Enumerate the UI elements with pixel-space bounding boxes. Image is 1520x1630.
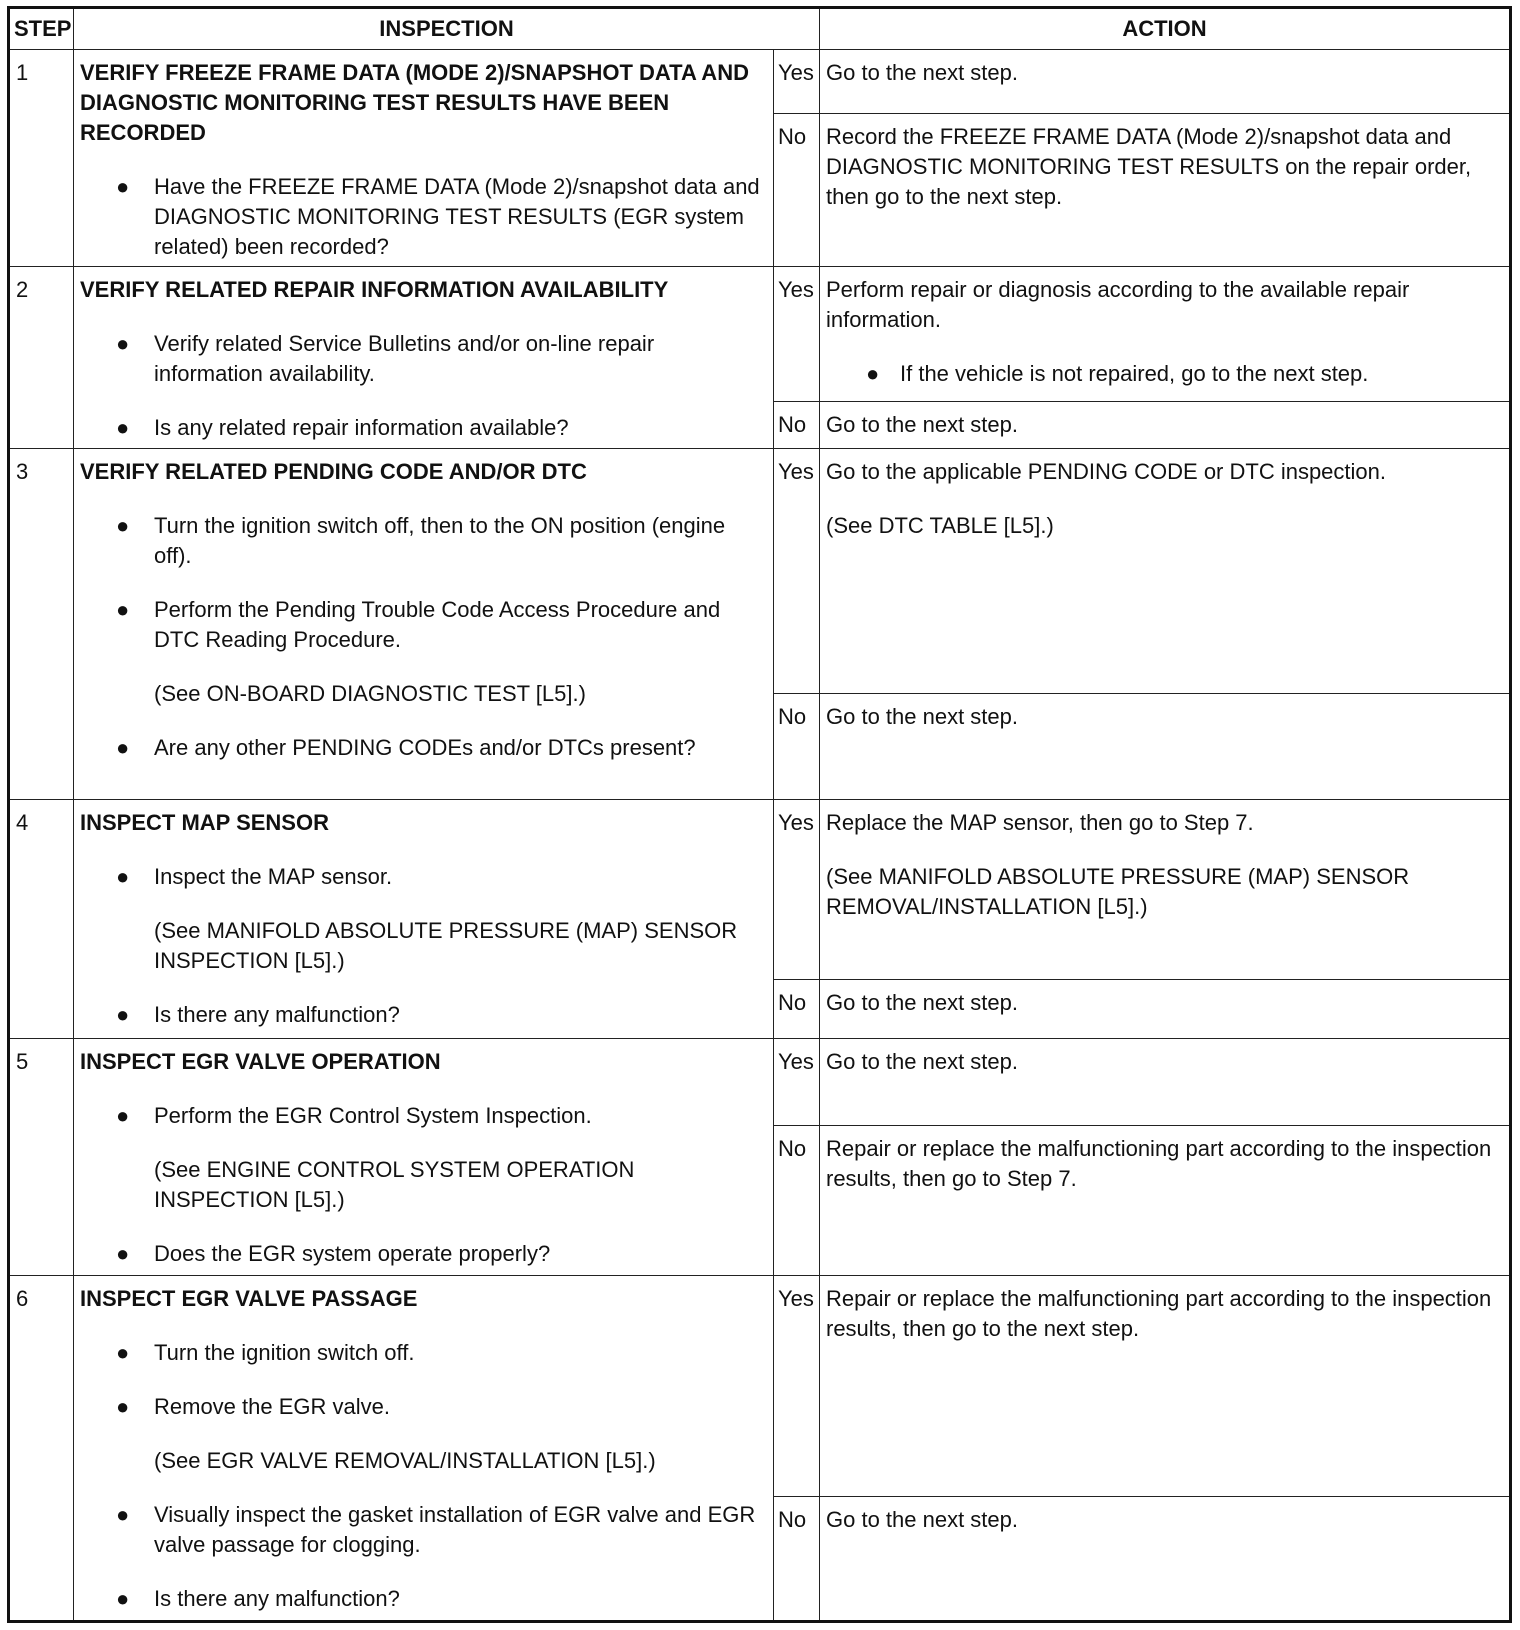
diagnostic-table (7, 6, 1512, 1623)
no-label: No (774, 1496, 820, 1621)
step-2-yes-row (9, 267, 1511, 402)
yes-action-cell (820, 448, 1511, 693)
bullet-icon: ● (116, 734, 130, 760)
inspection-bullet: ● Turn the ignition switch off. (116, 1338, 767, 1368)
step-title: INSPECT MAP SENSOR (80, 810, 329, 836)
reference-note: (See ENGINE CONTROL SYSTEM OPERATION INSPECTION [L5].) (154, 1156, 635, 1212)
no-action: Repair or replace the malfunctioning part according to the inspection results, then go to Step 7. (820, 1126, 1511, 1276)
step-number: 4 (9, 800, 74, 1038)
step-1-inspection (74, 50, 774, 267)
no-label: No (774, 402, 820, 448)
reference-note: (See DTC TABLE [L5].) (826, 512, 1054, 538)
yes-action-cell (820, 267, 1511, 402)
bullet-icon: ● (866, 361, 880, 387)
step-title: INSPECT EGR VALVE PASSAGE (80, 1286, 418, 1312)
inspection-bullet: ● Perform the Pending Trouble Code Access Procedure and DTC Reading Procedure. (116, 595, 767, 655)
step-title: VERIFY RELATED REPAIR INFORMATION AVAILABILITY (80, 277, 669, 303)
yes-label: Yes (774, 267, 820, 402)
yes-action-cell (820, 800, 1511, 979)
bullet-icon: ● (116, 174, 130, 200)
inspection-bullet: ● Is there any malfunction? (116, 1584, 767, 1614)
bullet-icon: ● (116, 1102, 130, 1128)
bullet-icon: ● (116, 415, 130, 441)
bullet-icon: ● (116, 1002, 130, 1028)
reference-note: (See ON-BOARD DIAGNOSTIC TEST [L5].) (154, 680, 586, 706)
step-5-inspection (74, 1038, 774, 1275)
step-title: VERIFY RELATED PENDING CODE AND/OR DTC (80, 458, 587, 484)
step-6-inspection (74, 1276, 774, 1622)
step-3-inspection (74, 448, 774, 800)
step-6-yes-row (9, 1276, 1511, 1496)
no-label: No (774, 1126, 820, 1276)
inspection-bullet: ● Is any related repair information available? (116, 413, 767, 443)
inspection-bullet: ● Visually inspect the gasket installation of EGR valve and EGR valve passage for clogging. (116, 1500, 767, 1560)
inspection-bullet: ● Is there any malfunction? (116, 1000, 767, 1030)
inspection-bullet: ● Verify related Service Bulletins and/or on-line repair information availability. (116, 329, 767, 389)
step-number: 3 (9, 448, 74, 800)
bullet-icon: ● (116, 1586, 130, 1612)
inspection-bullet: ● Perform the EGR Control System Inspection. (116, 1101, 767, 1131)
inspection-bullet: ● Are any other PENDING CODEs and/or DTCs present? (116, 733, 767, 763)
no-action: Go to the next step. (820, 979, 1511, 1038)
step-5-yes-row (9, 1038, 1511, 1125)
yes-label: Yes (774, 1276, 820, 1496)
yes-action: Go to the next step. (820, 50, 1511, 114)
reference-note: (See EGR VALVE REMOVAL/INSTALLATION [L5].) (154, 1448, 656, 1474)
inspection-bullet: ● Inspect the MAP sensor. (116, 862, 767, 892)
header-action: ACTION (820, 8, 1511, 50)
step-title: INSPECT EGR VALVE OPERATION (80, 1048, 441, 1074)
inspection-bullet: ● Remove the EGR valve. (116, 1392, 767, 1422)
yes-action: Repair or replace the malfunctioning part according to the inspection results, then go to the next step. (820, 1276, 1511, 1496)
yes-action: Replace the MAP sensor, then go to Step 7. (826, 810, 1254, 836)
inspection-bullet: ● Turn the ignition switch off, then to the ON position (engine off). (116, 511, 767, 571)
yes-label: Yes (774, 50, 820, 114)
action-bullet: ● If the vehicle is not repaired, go to the next step. (866, 359, 1503, 389)
no-label: No (774, 694, 820, 800)
step-title: VERIFY FREEZE FRAME DATA (MODE 2)/SNAPSHOT DATA AND DIAGNOSTIC MONITORING TEST RESULTS HAVE BEEN RECORDED (80, 60, 749, 146)
header-step: STEP (9, 8, 74, 50)
bullet-icon: ● (116, 596, 130, 622)
step-1-yes-row (9, 50, 1511, 114)
no-action: Go to the next step. (820, 694, 1511, 800)
bullet-icon: ● (116, 1240, 130, 1266)
bullet-icon: ● (116, 512, 130, 538)
yes-label: Yes (774, 448, 820, 693)
bullet-icon: ● (116, 331, 130, 357)
yes-action: Go to the applicable PENDING CODE or DTC inspection. (826, 458, 1387, 484)
reference-note: (See MANIFOLD ABSOLUTE PRESSURE (MAP) SENSOR REMOVAL/INSTALLATION [L5].) (826, 864, 1410, 920)
step-4-yes-row (9, 800, 1511, 979)
step-number: 6 (9, 1276, 74, 1622)
step-number: 1 (9, 50, 74, 267)
no-action: Go to the next step. (820, 1496, 1511, 1621)
yes-label: Yes (774, 1038, 820, 1125)
bullet-icon: ● (116, 1340, 130, 1366)
step-number: 5 (9, 1038, 74, 1275)
bullet-icon: ● (116, 864, 130, 890)
no-label: No (774, 979, 820, 1038)
step-2-inspection (74, 267, 774, 448)
header-inspection: INSPECTION (74, 8, 820, 50)
step-4-inspection (74, 800, 774, 1038)
no-action: Record the FREEZE FRAME DATA (Mode 2)/snapshot data and DIAGNOSTIC MONITORING TEST RESULTS on the repair order, then go to the next step. (820, 114, 1511, 267)
no-label: No (774, 114, 820, 267)
header-row (9, 8, 1511, 50)
step-number: 2 (9, 267, 74, 448)
inspection-bullet: ● Does the EGR system operate properly? (116, 1239, 767, 1269)
no-action: Go to the next step. (820, 402, 1511, 448)
yes-action: Go to the next step. (820, 1038, 1511, 1125)
reference-note: (See MANIFOLD ABSOLUTE PRESSURE (MAP) SENSOR INSPECTION [L5].) (154, 918, 738, 974)
yes-label: Yes (774, 800, 820, 979)
bullet-icon: ● (116, 1394, 130, 1420)
bullet-icon: ● (116, 1502, 130, 1528)
inspection-bullet: ● Have the FREEZE FRAME DATA (Mode 2)/snapshot data and DIAGNOSTIC MONITORING TEST RESULTS (EGR system related) been recorded? (116, 172, 767, 262)
step-3-yes-row (9, 448, 1511, 693)
yes-action: Perform repair or diagnosis according to the available repair information. (826, 277, 1410, 333)
